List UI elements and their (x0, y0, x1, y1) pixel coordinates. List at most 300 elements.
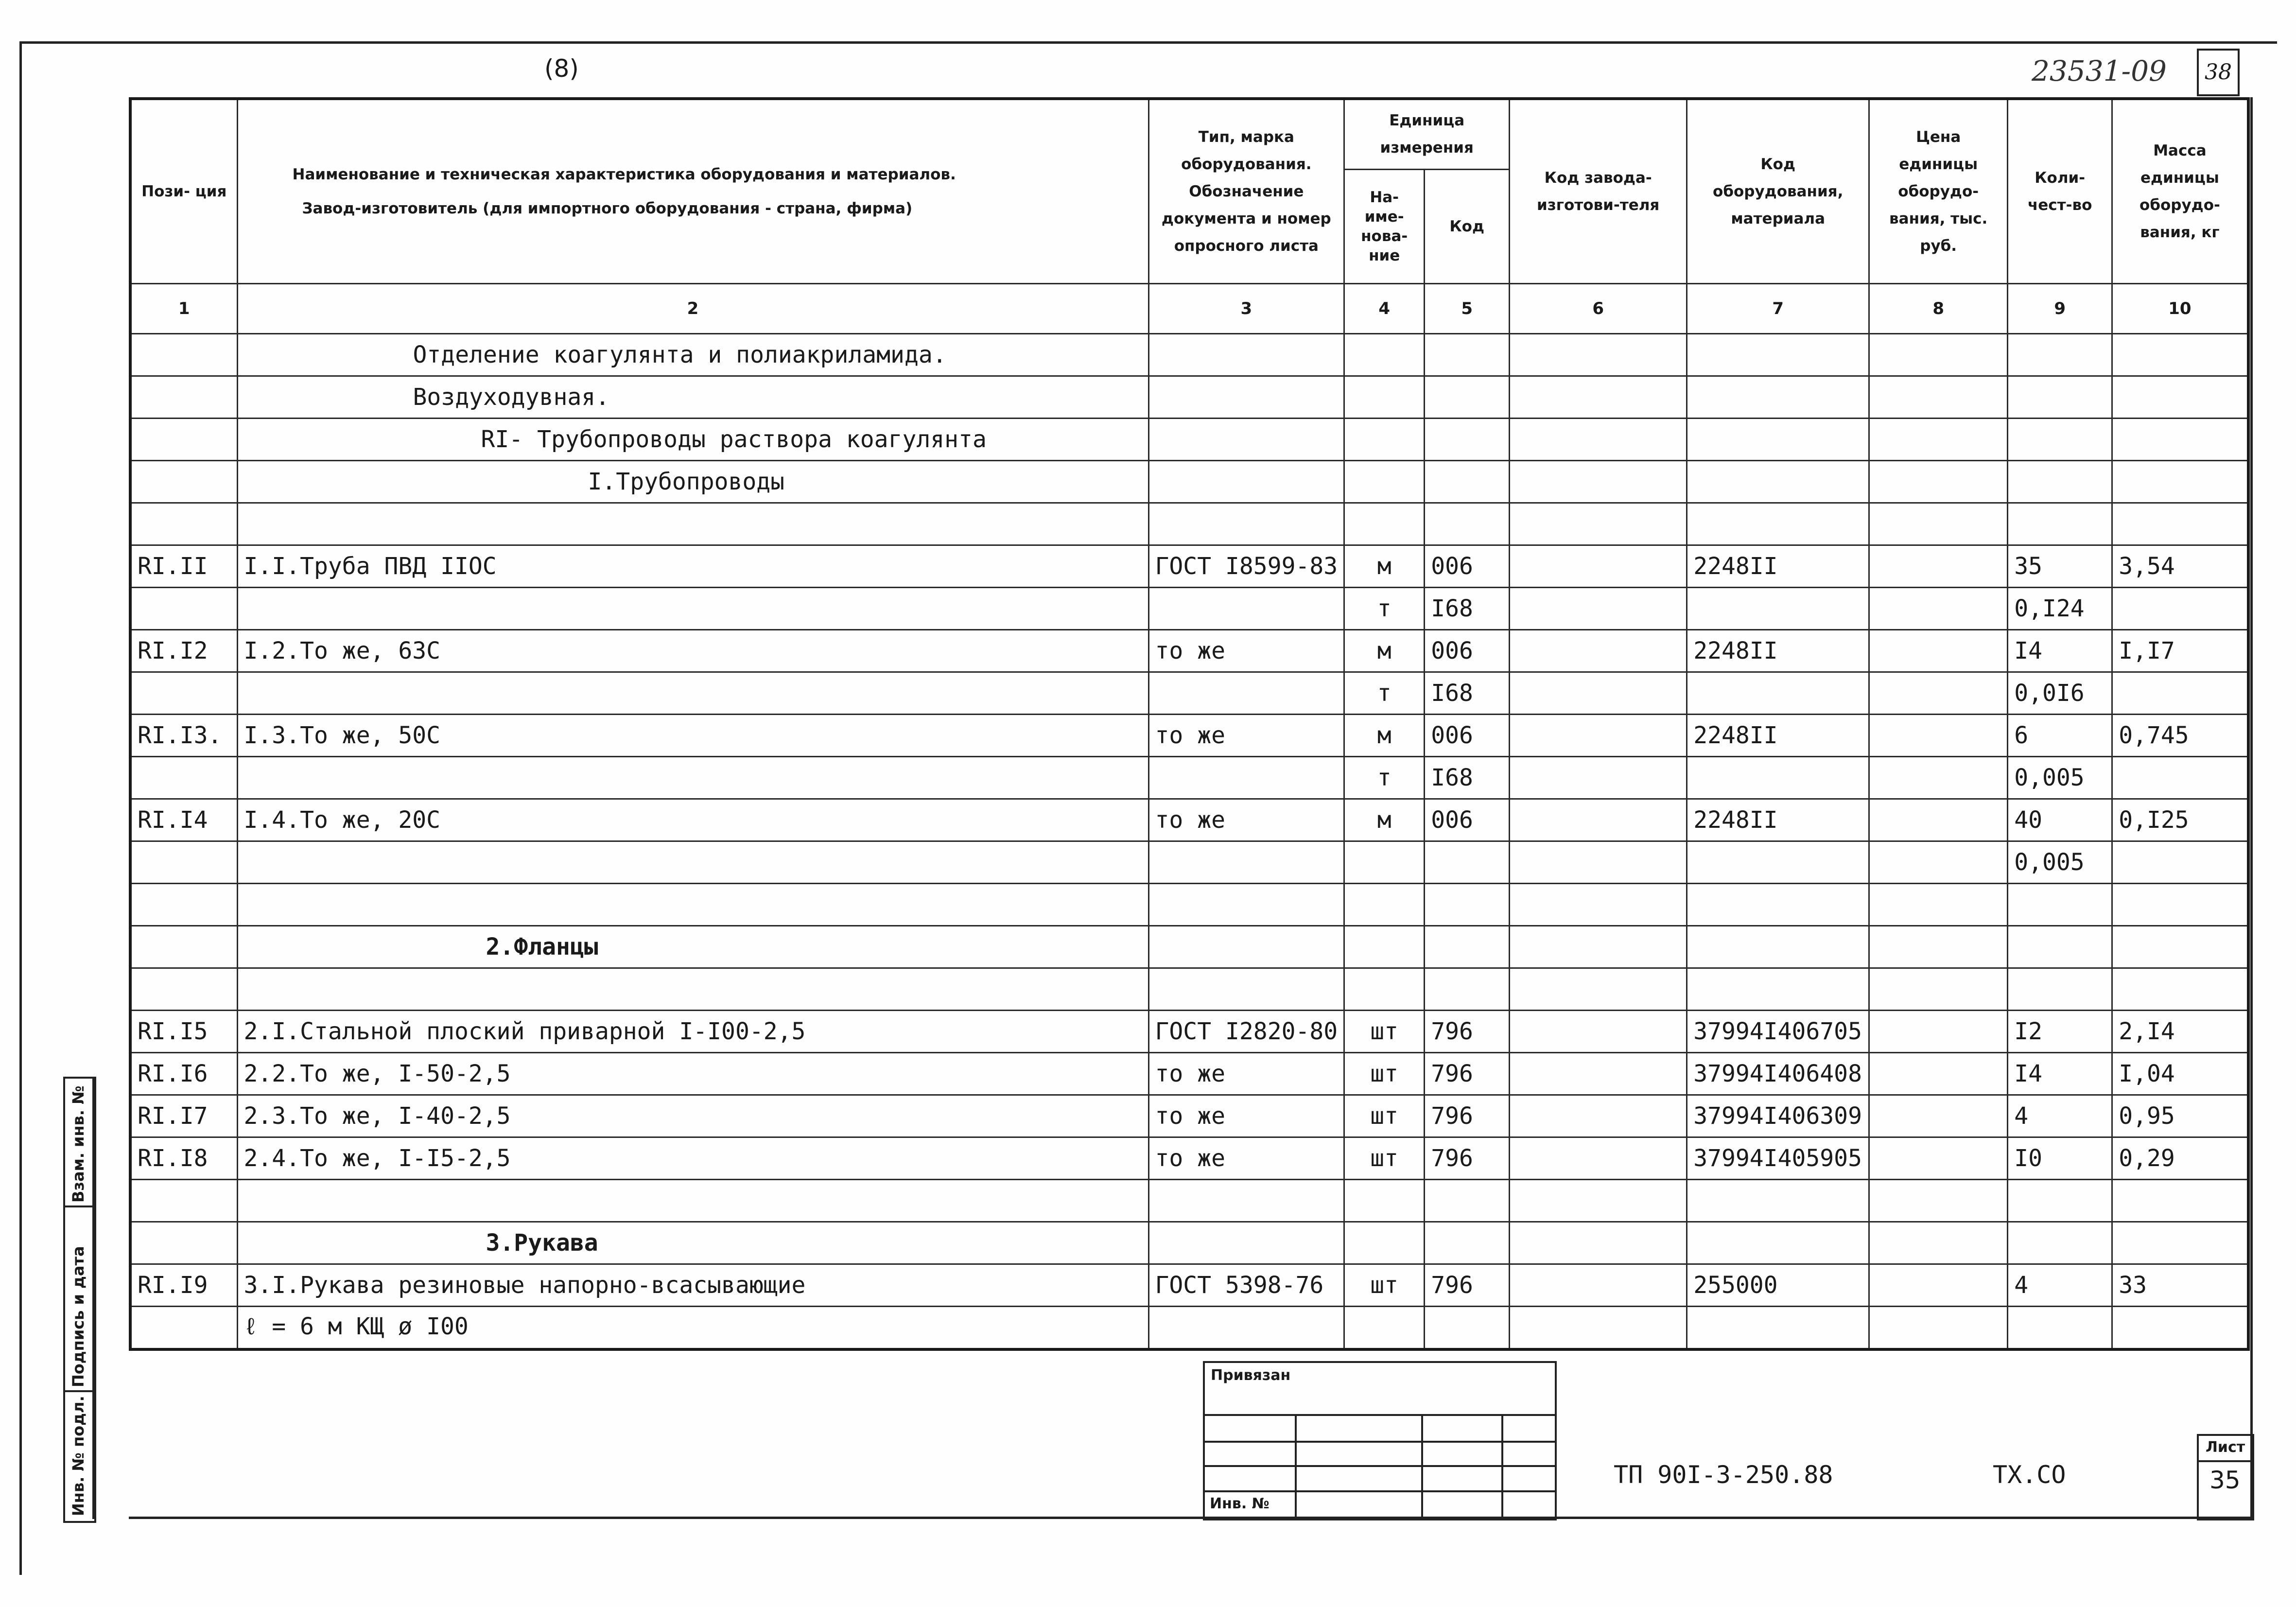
row-document (1148, 968, 1344, 1010)
sheet-value: 35 (2209, 1466, 2241, 1494)
col-number: 4 (1344, 283, 1425, 333)
col-number: 2 (237, 283, 1148, 333)
row-name: I.I.Труба ПВД IIOC (237, 545, 1148, 587)
row-price (1869, 1179, 2008, 1222)
table-row (130, 1010, 2248, 1052)
row-quantity (2008, 926, 2112, 968)
row-material-code (1687, 503, 1869, 545)
row-unit-code: 006 (1425, 799, 1510, 841)
row-unit-code (1425, 968, 1510, 1010)
row-price (1869, 333, 2008, 376)
table-row (130, 1137, 2248, 1179)
row-plant-code (1510, 333, 1687, 376)
row-unit-code: I68 (1425, 672, 1510, 714)
row-price (1869, 1137, 2008, 1179)
row-document (1148, 333, 1344, 376)
row-material-code: 255000 (1687, 1264, 1869, 1306)
row-unit: м (1344, 545, 1425, 587)
row-unit-code: 796 (1425, 1010, 1510, 1052)
row-quantity (2008, 1306, 2112, 1349)
table-row (130, 1179, 2248, 1222)
row-position: RI.II (130, 545, 237, 587)
row-price (1869, 1010, 2008, 1052)
row-material-code: 37994I406705 (1687, 1010, 1869, 1052)
col-number: 3 (1148, 283, 1344, 333)
row-unit: м (1344, 799, 1425, 841)
row-unit-code: I68 (1425, 756, 1510, 799)
row-material-code (1687, 460, 1869, 503)
row-name: 3.Рукава (237, 1222, 1148, 1264)
row-price (1869, 799, 2008, 841)
document-code: ТП 90I-3-250.88 (1614, 1461, 1833, 1489)
row-plant-code (1510, 926, 1687, 968)
row-price (1869, 1052, 2008, 1095)
side-stamp-signature (63, 1205, 96, 1394)
header-plant-code: Код завода-изготови-теля (1510, 99, 1687, 283)
row-mass: I,04 (2112, 1052, 2248, 1095)
row-plant-code (1510, 1095, 1687, 1137)
row-unit-code (1425, 460, 1510, 503)
row-document (1148, 756, 1344, 799)
row-mass (2112, 460, 2248, 503)
row-price (1869, 1222, 2008, 1264)
row-position (130, 841, 237, 883)
row-name: 2.4.То же, I-I5-2,5 (237, 1137, 1148, 1179)
header-material-code: Код оборудования, материала (1687, 99, 1869, 283)
col-number: 5 (1425, 283, 1510, 333)
row-unit (1344, 376, 1425, 418)
row-material-code (1687, 756, 1869, 799)
sheet-box (2197, 1434, 2254, 1520)
row-unit: т (1344, 756, 1425, 799)
row-quantity (2008, 418, 2112, 460)
table-row (130, 1052, 2248, 1095)
row-position (130, 460, 237, 503)
side-stamp-original (63, 1390, 96, 1523)
row-material-code (1687, 333, 1869, 376)
row-material-code: 2248II (1687, 799, 1869, 841)
header-mass: Масса единицы оборудо-вания, кг (2112, 99, 2248, 283)
table-row (130, 460, 2248, 503)
table-header (130, 99, 2248, 283)
row-unit-code (1425, 333, 1510, 376)
row-material-code (1687, 376, 1869, 418)
row-unit-code (1425, 1306, 1510, 1349)
row-name (237, 883, 1148, 926)
row-quantity: I0 (2008, 1137, 2112, 1179)
top-number: (8) (544, 54, 579, 83)
table-row (130, 672, 2248, 714)
row-mass (2112, 756, 2248, 799)
row-mass (2112, 418, 2248, 460)
row-unit (1344, 1179, 1425, 1222)
row-unit-code: 796 (1425, 1095, 1510, 1137)
row-mass: 0,29 (2112, 1137, 2248, 1179)
row-quantity (2008, 376, 2112, 418)
row-plant-code (1510, 1264, 1687, 1306)
row-mass (2112, 333, 2248, 376)
row-position (130, 1306, 237, 1349)
row-plant-code (1510, 968, 1687, 1010)
row-unit: м (1344, 714, 1425, 756)
row-document: то же (1148, 629, 1344, 672)
header-name-line2: Завод-изготовитель (для импортного оборудования - страна, фирма) (302, 199, 913, 217)
row-document (1148, 460, 1344, 503)
row-name: Отделение коагулянта и полиакриламида. (237, 333, 1148, 376)
row-quantity: 0,005 (2008, 756, 2112, 799)
row-name: 2.Фланцы (237, 926, 1148, 968)
row-mass (2112, 841, 2248, 883)
row-quantity (2008, 333, 2112, 376)
side-label-original: Инв. № подл. (69, 1396, 87, 1516)
side-label-signature: Подпись и дата (69, 1246, 87, 1387)
row-quantity: 40 (2008, 799, 2112, 841)
row-material-code (1687, 841, 1869, 883)
stamp-line (1295, 1414, 1297, 1519)
specification-table (129, 97, 2250, 1351)
row-quantity (2008, 1222, 2112, 1264)
row-plant-code (1510, 1306, 1687, 1349)
row-document (1148, 1179, 1344, 1222)
row-unit-code: 796 (1425, 1052, 1510, 1095)
row-material-code (1687, 883, 1869, 926)
row-plant-code (1510, 1222, 1687, 1264)
row-mass (2112, 883, 2248, 926)
row-quantity: 0,I24 (2008, 587, 2112, 629)
row-mass (2112, 1179, 2248, 1222)
row-plant-code (1510, 376, 1687, 418)
row-mass (2112, 1306, 2248, 1349)
row-mass: 0,I25 (2112, 799, 2248, 841)
row-unit (1344, 503, 1425, 545)
col-number: 10 (2112, 283, 2248, 333)
row-document: то же (1148, 799, 1344, 841)
row-unit-code: I68 (1425, 587, 1510, 629)
header-unit-code: Код (1425, 169, 1510, 283)
row-unit: шт (1344, 1052, 1425, 1095)
row-unit-code (1425, 418, 1510, 460)
row-position: RI.I2 (130, 629, 237, 672)
row-quantity: 4 (2008, 1264, 2112, 1306)
row-unit-code (1425, 1222, 1510, 1264)
row-mass: 0,745 (2112, 714, 2248, 756)
binding-label: Привязан (1211, 1367, 1291, 1384)
table-row (130, 587, 2248, 629)
row-price (1869, 756, 2008, 799)
row-document: то же (1148, 1137, 1344, 1179)
row-unit: шт (1344, 1137, 1425, 1179)
row-quantity (2008, 503, 2112, 545)
row-mass: 2,I4 (2112, 1010, 2248, 1052)
col-number: 6 (1510, 283, 1687, 333)
table-row (130, 418, 2248, 460)
col-number: 1 (130, 283, 237, 333)
row-plant-code (1510, 1179, 1687, 1222)
row-unit: шт (1344, 1095, 1425, 1137)
row-mass (2112, 968, 2248, 1010)
row-unit (1344, 883, 1425, 926)
col-number: 8 (1869, 283, 2008, 333)
row-name: 2.3.То же, I-40-2,5 (237, 1095, 1148, 1137)
row-name: RI- Трубопроводы раствора коагулянта (237, 418, 1148, 460)
table-row (130, 968, 2248, 1010)
row-material-code: 37994I406408 (1687, 1052, 1869, 1095)
right-frame-line (2250, 97, 2253, 1519)
row-document (1148, 587, 1344, 629)
row-quantity: I4 (2008, 629, 2112, 672)
row-position: RI.I9 (130, 1264, 237, 1306)
row-name: Воздуходувная. (237, 376, 1148, 418)
row-price (1869, 1306, 2008, 1349)
row-position: RI.I4 (130, 799, 237, 841)
row-unit (1344, 1222, 1425, 1264)
row-plant-code (1510, 1137, 1687, 1179)
table-row (130, 841, 2248, 883)
row-unit-code (1425, 1179, 1510, 1222)
document-mark: TX.CO (1993, 1461, 2066, 1489)
row-unit: шт (1344, 1264, 1425, 1306)
row-document: ГОСТ 5398-76 (1148, 1264, 1344, 1306)
column-numbers (130, 283, 2248, 333)
row-material-code (1687, 968, 1869, 1010)
row-price (1869, 460, 2008, 503)
row-unit-code: 796 (1425, 1264, 1510, 1306)
table-row (130, 1264, 2248, 1306)
sheet-code: 23531-09 (2032, 54, 2167, 87)
row-name: ℓ = 6 м КЩ ø I00 (237, 1306, 1148, 1349)
row-unit (1344, 1306, 1425, 1349)
row-mass: 3,54 (2112, 545, 2248, 587)
row-document: то же (1148, 714, 1344, 756)
row-unit-code (1425, 883, 1510, 926)
row-material-code (1687, 1179, 1869, 1222)
row-plant-code (1510, 418, 1687, 460)
row-name (237, 587, 1148, 629)
row-unit-code: 006 (1425, 629, 1510, 672)
row-quantity: 0,0I6 (2008, 672, 2112, 714)
row-name: I.4.То же, 20С (237, 799, 1148, 841)
row-unit-code: 006 (1425, 545, 1510, 587)
row-name (237, 503, 1148, 545)
row-position (130, 503, 237, 545)
row-mass: 33 (2112, 1264, 2248, 1306)
row-position (130, 418, 237, 460)
row-document (1148, 376, 1344, 418)
row-name (237, 841, 1148, 883)
row-unit (1344, 926, 1425, 968)
row-unit-code (1425, 376, 1510, 418)
row-position: RI.I7 (130, 1095, 237, 1137)
row-quantity (2008, 1179, 2112, 1222)
row-position (130, 756, 237, 799)
row-plant-code (1510, 460, 1687, 503)
row-plant-code (1510, 503, 1687, 545)
row-unit (1344, 460, 1425, 503)
row-mass: I,I7 (2112, 629, 2248, 672)
row-unit: т (1344, 672, 1425, 714)
row-name (237, 1179, 1148, 1222)
header-position: Пози- ция (130, 99, 237, 283)
col-number: 9 (2008, 283, 2112, 333)
row-position (130, 376, 237, 418)
row-document (1148, 503, 1344, 545)
row-price (1869, 587, 2008, 629)
sheet-label: Лист (2206, 1439, 2245, 1456)
row-quantity: 0,005 (2008, 841, 2112, 883)
row-price (1869, 629, 2008, 672)
row-plant-code (1510, 883, 1687, 926)
row-price (1869, 1095, 2008, 1137)
stamp-line (1421, 1414, 1423, 1519)
row-mass (2112, 1222, 2248, 1264)
row-quantity: I4 (2008, 1052, 2112, 1095)
row-price (1869, 968, 2008, 1010)
row-mass (2112, 672, 2248, 714)
row-position: RI.I5 (130, 1010, 237, 1052)
row-document: ГОСТ I2820-80 (1148, 1010, 1344, 1052)
row-document (1148, 1306, 1344, 1349)
row-position (130, 883, 237, 926)
row-unit-code: 006 (1425, 714, 1510, 756)
row-material-code: 37994I405905 (1687, 1137, 1869, 1179)
row-plant-code (1510, 629, 1687, 672)
row-position: RI.I6 (130, 1052, 237, 1095)
row-position (130, 672, 237, 714)
row-name: I.3.То же, 50С (237, 714, 1148, 756)
col-number: 7 (1687, 283, 1869, 333)
side-stamp-replaced (63, 1077, 96, 1209)
header-type: Тип, марка оборудования. Обозначение документа и номер опросного листа (1148, 99, 1344, 283)
table-row (130, 714, 2248, 756)
row-position (130, 926, 237, 968)
row-position: RI.I8 (130, 1137, 237, 1179)
row-position (130, 333, 237, 376)
row-mass (2112, 587, 2248, 629)
row-document (1148, 883, 1344, 926)
side-label-replaced: Взам. инв. № (69, 1085, 87, 1203)
row-unit (1344, 968, 1425, 1010)
row-material-code (1687, 587, 1869, 629)
row-unit-code (1425, 841, 1510, 883)
row-material-code: 2248II (1687, 714, 1869, 756)
row-name: 2.2.То же, I-50-2,5 (237, 1052, 1148, 1095)
table-row (130, 629, 2248, 672)
row-price (1869, 376, 2008, 418)
row-plant-code (1510, 714, 1687, 756)
header-price: Цена единицы оборудо-вания, тыс. руб. (1869, 99, 2008, 283)
row-quantity: 35 (2008, 545, 2112, 587)
table-row (130, 545, 2248, 587)
row-plant-code (1510, 799, 1687, 841)
row-unit (1344, 418, 1425, 460)
row-document (1148, 1222, 1344, 1264)
side-divider (92, 1077, 94, 1519)
row-unit-code (1425, 503, 1510, 545)
row-unit (1344, 841, 1425, 883)
header-quantity: Коли-чест-во (2008, 99, 2112, 283)
row-plant-code (1510, 587, 1687, 629)
row-material-code (1687, 1222, 1869, 1264)
row-price (1869, 926, 2008, 968)
row-name: 3.I.Рукава резиновые напорно-всасывающие (237, 1264, 1148, 1306)
row-document: то же (1148, 1095, 1344, 1137)
row-mass (2112, 376, 2248, 418)
table-row (130, 883, 2248, 926)
row-name (237, 968, 1148, 1010)
table-row (130, 756, 2248, 799)
row-document (1148, 672, 1344, 714)
row-plant-code (1510, 1010, 1687, 1052)
row-material-code: 2248II (1687, 545, 1869, 587)
row-name: I.Трубопроводы (237, 460, 1148, 503)
row-quantity: 4 (2008, 1095, 2112, 1137)
row-quantity: I2 (2008, 1010, 2112, 1052)
row-plant-code (1510, 756, 1687, 799)
row-price (1869, 545, 2008, 587)
row-price (1869, 672, 2008, 714)
row-position (130, 1222, 237, 1264)
row-unit: т (1344, 587, 1425, 629)
row-unit (1344, 333, 1425, 376)
row-quantity (2008, 968, 2112, 1010)
row-position (130, 1179, 237, 1222)
row-price (1869, 1264, 2008, 1306)
row-quantity (2008, 460, 2112, 503)
row-material-code: 2248II (1687, 629, 1869, 672)
row-document: ГОСТ I8599-83 (1148, 545, 1344, 587)
stamp-line (1501, 1414, 1503, 1519)
table-row (130, 799, 2248, 841)
row-mass (2112, 926, 2248, 968)
row-name: I.2.То же, 63С (237, 629, 1148, 672)
row-material-code (1687, 672, 1869, 714)
header-unit: Единица измерения (1344, 99, 1510, 169)
row-plant-code (1510, 1052, 1687, 1095)
header-name (237, 99, 1148, 283)
row-price (1869, 714, 2008, 756)
row-document: то же (1148, 1052, 1344, 1095)
row-quantity (2008, 883, 2112, 926)
sheet-number: 38 (2197, 49, 2240, 96)
row-material-code (1687, 1306, 1869, 1349)
row-position (130, 587, 237, 629)
table-body (130, 333, 2248, 1349)
header-name-line1: Наименование и техническая характеристика оборудования и материалов. (292, 165, 956, 183)
row-document (1148, 926, 1344, 968)
row-name (237, 756, 1148, 799)
sheet-divider (2199, 1460, 2252, 1462)
row-plant-code (1510, 841, 1687, 883)
row-name: 2.I.Стальной плоский приварной I-I00-2,5 (237, 1010, 1148, 1052)
row-document (1148, 841, 1344, 883)
row-unit: м (1344, 629, 1425, 672)
row-unit-code (1425, 926, 1510, 968)
table-row (130, 1222, 2248, 1264)
row-position: RI.I3. (130, 714, 237, 756)
bottom-frame-line (129, 1517, 2253, 1519)
header-unit-name: На-име-нова-ние (1344, 169, 1425, 283)
row-quantity: 6 (2008, 714, 2112, 756)
row-material-code: 37994I406309 (1687, 1095, 1869, 1137)
row-document (1148, 418, 1344, 460)
row-price (1869, 841, 2008, 883)
row-price (1869, 418, 2008, 460)
row-mass (2112, 503, 2248, 545)
row-material-code (1687, 418, 1869, 460)
table-row (130, 333, 2248, 376)
table-row (130, 376, 2248, 418)
row-plant-code (1510, 672, 1687, 714)
